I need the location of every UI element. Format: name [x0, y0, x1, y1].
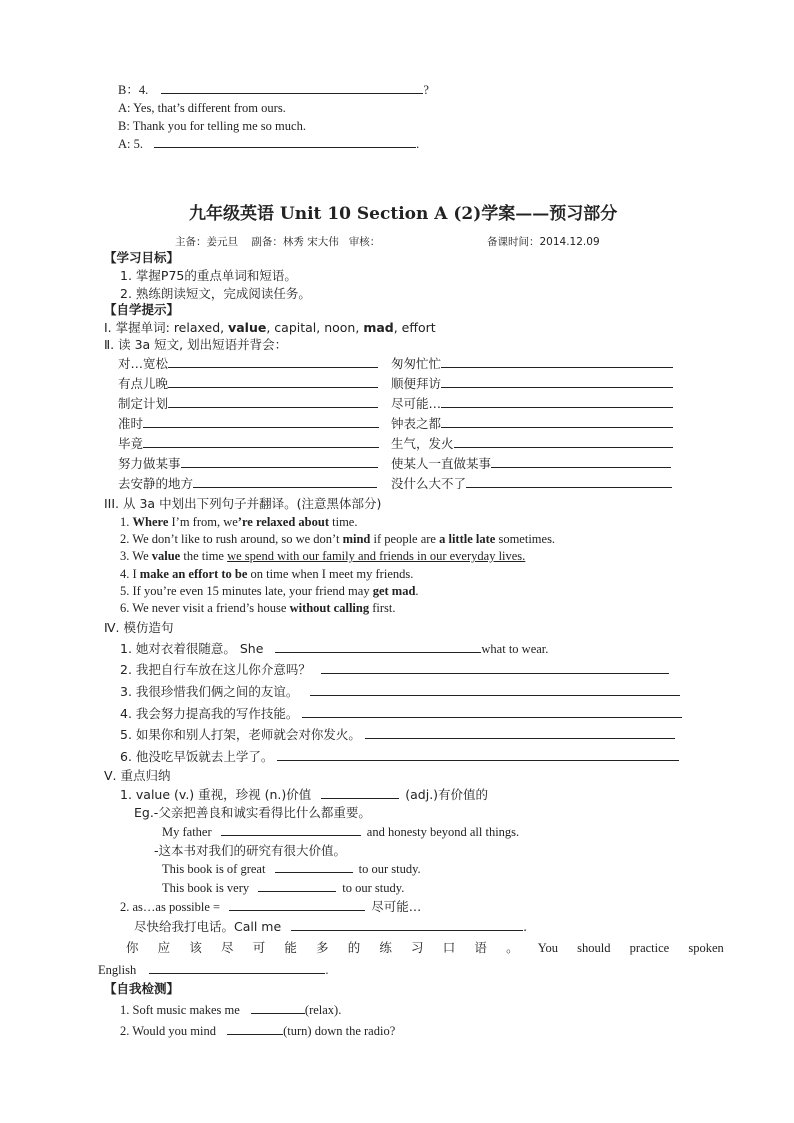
goal-item: 2. 熟练朗读短文，完成阅读任务。 — [120, 286, 311, 301]
spaced-token: 的 — [347, 940, 361, 955]
answer-blank[interactable] — [229, 899, 365, 911]
phrase-label: 生气，发火 — [391, 436, 454, 451]
answer-blank[interactable] — [193, 476, 377, 488]
sentence-1: 1. Where I’m from, we’re relaxed about time. — [120, 515, 358, 529]
answer-blank[interactable] — [321, 787, 399, 799]
answer-blank[interactable] — [258, 880, 336, 892]
spaced-token: should — [577, 941, 611, 955]
answer-blank[interactable] — [310, 684, 680, 696]
example-1-en: My father and honesty beyond all things. — [162, 825, 520, 839]
sentence-6: 6. We never visit a friend’s house without calling first. — [120, 601, 396, 615]
spaced-token: 你 — [126, 940, 139, 955]
spaced-token: You — [537, 941, 559, 955]
check-q1: 1. Soft music makes me (relax). — [120, 1003, 342, 1017]
answer-blank[interactable] — [454, 436, 673, 448]
phrase-label: 准时 — [118, 416, 144, 431]
answer-blank[interactable] — [277, 749, 679, 761]
answer-blank[interactable] — [302, 706, 682, 718]
phrase-label: 努力做某事 — [118, 456, 181, 471]
example-1-cn: Eg.-父亲把善良和诚实看得比什么都重要。 — [134, 805, 371, 820]
spaced-token: 尽 — [221, 940, 234, 955]
answer-blank[interactable] — [441, 416, 673, 428]
spaced-token: 可 — [252, 940, 266, 955]
answer-blank[interactable] — [365, 727, 675, 739]
spaced-token: 该 — [189, 940, 202, 955]
answer-blank[interactable] — [168, 396, 378, 408]
answer-blank[interactable] — [168, 356, 378, 368]
answer-blank[interactable] — [441, 396, 673, 408]
phrase-label: 没什么大不了 — [391, 476, 467, 491]
imitate-item-1: 1. 她对衣着很随意。 She what to wear. — [120, 641, 549, 656]
imitate-item-5: 5. 如果你和别人打架，老师就会对你发火。 — [120, 727, 675, 743]
key-value: 1. value (v.) 重视，珍视 (n.)价值 (adj.)有价值的 — [120, 787, 489, 802]
phrase-row-left — [118, 416, 379, 432]
example-2-en-2: This book is very to our study. — [162, 881, 405, 895]
dialogue-line-a: A: Yes, that’s different from ours. — [118, 101, 286, 115]
spaced-token: 练 — [379, 940, 392, 955]
goal-item: 1. 掌握P75的重点单词和短语。 — [120, 268, 297, 283]
phrase-label: 对…宽松 — [118, 356, 169, 371]
spaced-token: 多 — [316, 940, 329, 955]
phrase-label: 钟表之都 — [391, 416, 442, 431]
phrase-row-left — [118, 456, 378, 472]
example-2-en-1: This book is of great to our study. — [162, 862, 421, 876]
phrase-row-right — [391, 416, 673, 432]
answer-blank[interactable] — [275, 641, 481, 653]
answer-blank[interactable] — [168, 376, 378, 388]
answer-blank[interactable] — [491, 456, 671, 468]
answer-blank[interactable] — [291, 919, 523, 931]
dialogue-line-b: B: Thank you for telling me so much. — [118, 119, 306, 133]
phrase-label: 使某人一直做某事 — [391, 456, 492, 471]
sentence-3: 3. We value the time we spend with our family and friends in our everyday lives. — [120, 549, 526, 563]
spaced-token: spoken — [688, 941, 724, 955]
author-info: 主备：姜元旦 副备：林秀 宋大伟 审核： — [175, 236, 381, 248]
key-heading: Ⅴ. 重点归纳 — [104, 768, 171, 783]
phrase-label: 匆匆忙忙 — [391, 356, 442, 371]
imitate-item-6: 6. 他没吃早饭就去上学了。 — [120, 749, 679, 765]
spaced-token: 应 — [157, 940, 171, 955]
imitate-item-4: 4. 我会努力提高我的写作技能。 — [120, 706, 682, 722]
phrase-label: 去安静的地方 — [118, 476, 194, 491]
answer-blank[interactable] — [149, 962, 325, 974]
spaced-token: practice — [629, 941, 670, 955]
answer-blank[interactable] — [143, 436, 379, 448]
sentence-4: 4. I make an effort to be on time when I meet my friends. — [120, 567, 414, 581]
phrase-label: 制定计划 — [118, 396, 169, 411]
spaced-token: 。 — [506, 940, 519, 955]
phrase-label: 有点儿晚 — [118, 376, 169, 391]
answer-blank[interactable] — [161, 82, 423, 94]
phrase-row-right — [391, 476, 672, 492]
check-heading: 【自我检测】 — [104, 981, 180, 996]
imitate-heading: Ⅳ. 模仿造句 — [104, 620, 174, 635]
answer-blank[interactable] — [441, 356, 673, 368]
answer-blank[interactable] — [275, 861, 353, 873]
example-2-cn: -这本书对我们的研究有很大价值。 — [154, 843, 347, 858]
page-title: 九年级英语 Unit 10 Section A (2)学案——预习部分 — [189, 204, 618, 224]
k2-example-1: 尽快给我打电话。Call me . — [134, 919, 528, 934]
spaced-token: 能 — [284, 940, 297, 955]
imitate-item-2: 2. 我把自行车放在这儿你介意吗？ — [120, 662, 669, 678]
key-as-possible: 2. as…as possible = 尽可能… — [120, 899, 422, 914]
sentences-heading: III. 从 3a 中划出下列句子并翻译。(注意黑体部分) — [104, 496, 382, 511]
answer-blank[interactable] — [466, 476, 672, 488]
answer-blank[interactable] — [221, 824, 361, 836]
phrase-row-right — [391, 376, 673, 392]
phrase-row-left — [118, 476, 377, 492]
answer-blank[interactable] — [143, 416, 379, 428]
phrase-row-left — [118, 436, 379, 452]
spaced-token: 习 — [411, 940, 424, 955]
spaced-token: 语 — [474, 940, 487, 955]
phrase-label: 顺便拜访 — [391, 376, 442, 391]
spaced-token: 口 — [442, 940, 456, 955]
sentence-5: 5. If you’re even 15 minutes late, your friend may get mad. — [120, 584, 419, 598]
answer-blank[interactable] — [441, 376, 673, 388]
phrase-row-left — [118, 376, 378, 392]
phrase-row-left — [118, 396, 378, 412]
dialogue-line-4: B：4. ? — [118, 83, 429, 97]
phrases-heading: Ⅱ. 读 3a 短文, 划出短语并背会： — [104, 337, 288, 352]
check-q2: 2. Would you mind (turn) down the radio? — [120, 1024, 396, 1038]
imitate-item-3: 3. 我很珍惜我们俩之间的友谊。 — [120, 684, 680, 700]
phrase-row-right — [391, 356, 673, 372]
sentence-2: 2. We don’t like to rush around, so we don’t mind if people are a little late sometimes. — [120, 532, 556, 546]
prep-date: 备课时间：2014.12.09 — [487, 236, 600, 248]
phrase-row-left — [118, 356, 378, 372]
k2-example-2-cont: English . — [98, 963, 329, 977]
vocab-line: Ⅰ. 掌握单词: relaxed, value, capital, noon, mad, effort — [104, 320, 436, 335]
answer-blank[interactable] — [154, 136, 416, 148]
phrase-row-right — [391, 456, 671, 472]
goals-heading: 【学习目标】 — [104, 250, 180, 265]
tips-heading: 【自学提示】 — [104, 302, 180, 317]
phrase-label: 毕竟 — [118, 436, 144, 451]
answer-blank[interactable] — [227, 1023, 283, 1035]
phrase-label: 尽可能… — [391, 396, 442, 411]
dialogue-line-5: A: 5. . — [118, 137, 420, 151]
answer-blank[interactable] — [251, 1002, 305, 1014]
answer-blank[interactable] — [321, 662, 669, 674]
k2-example-2 — [126, 940, 724, 956]
phrase-row-right — [391, 436, 673, 452]
answer-blank[interactable] — [181, 456, 378, 468]
phrase-row-right — [391, 396, 673, 412]
